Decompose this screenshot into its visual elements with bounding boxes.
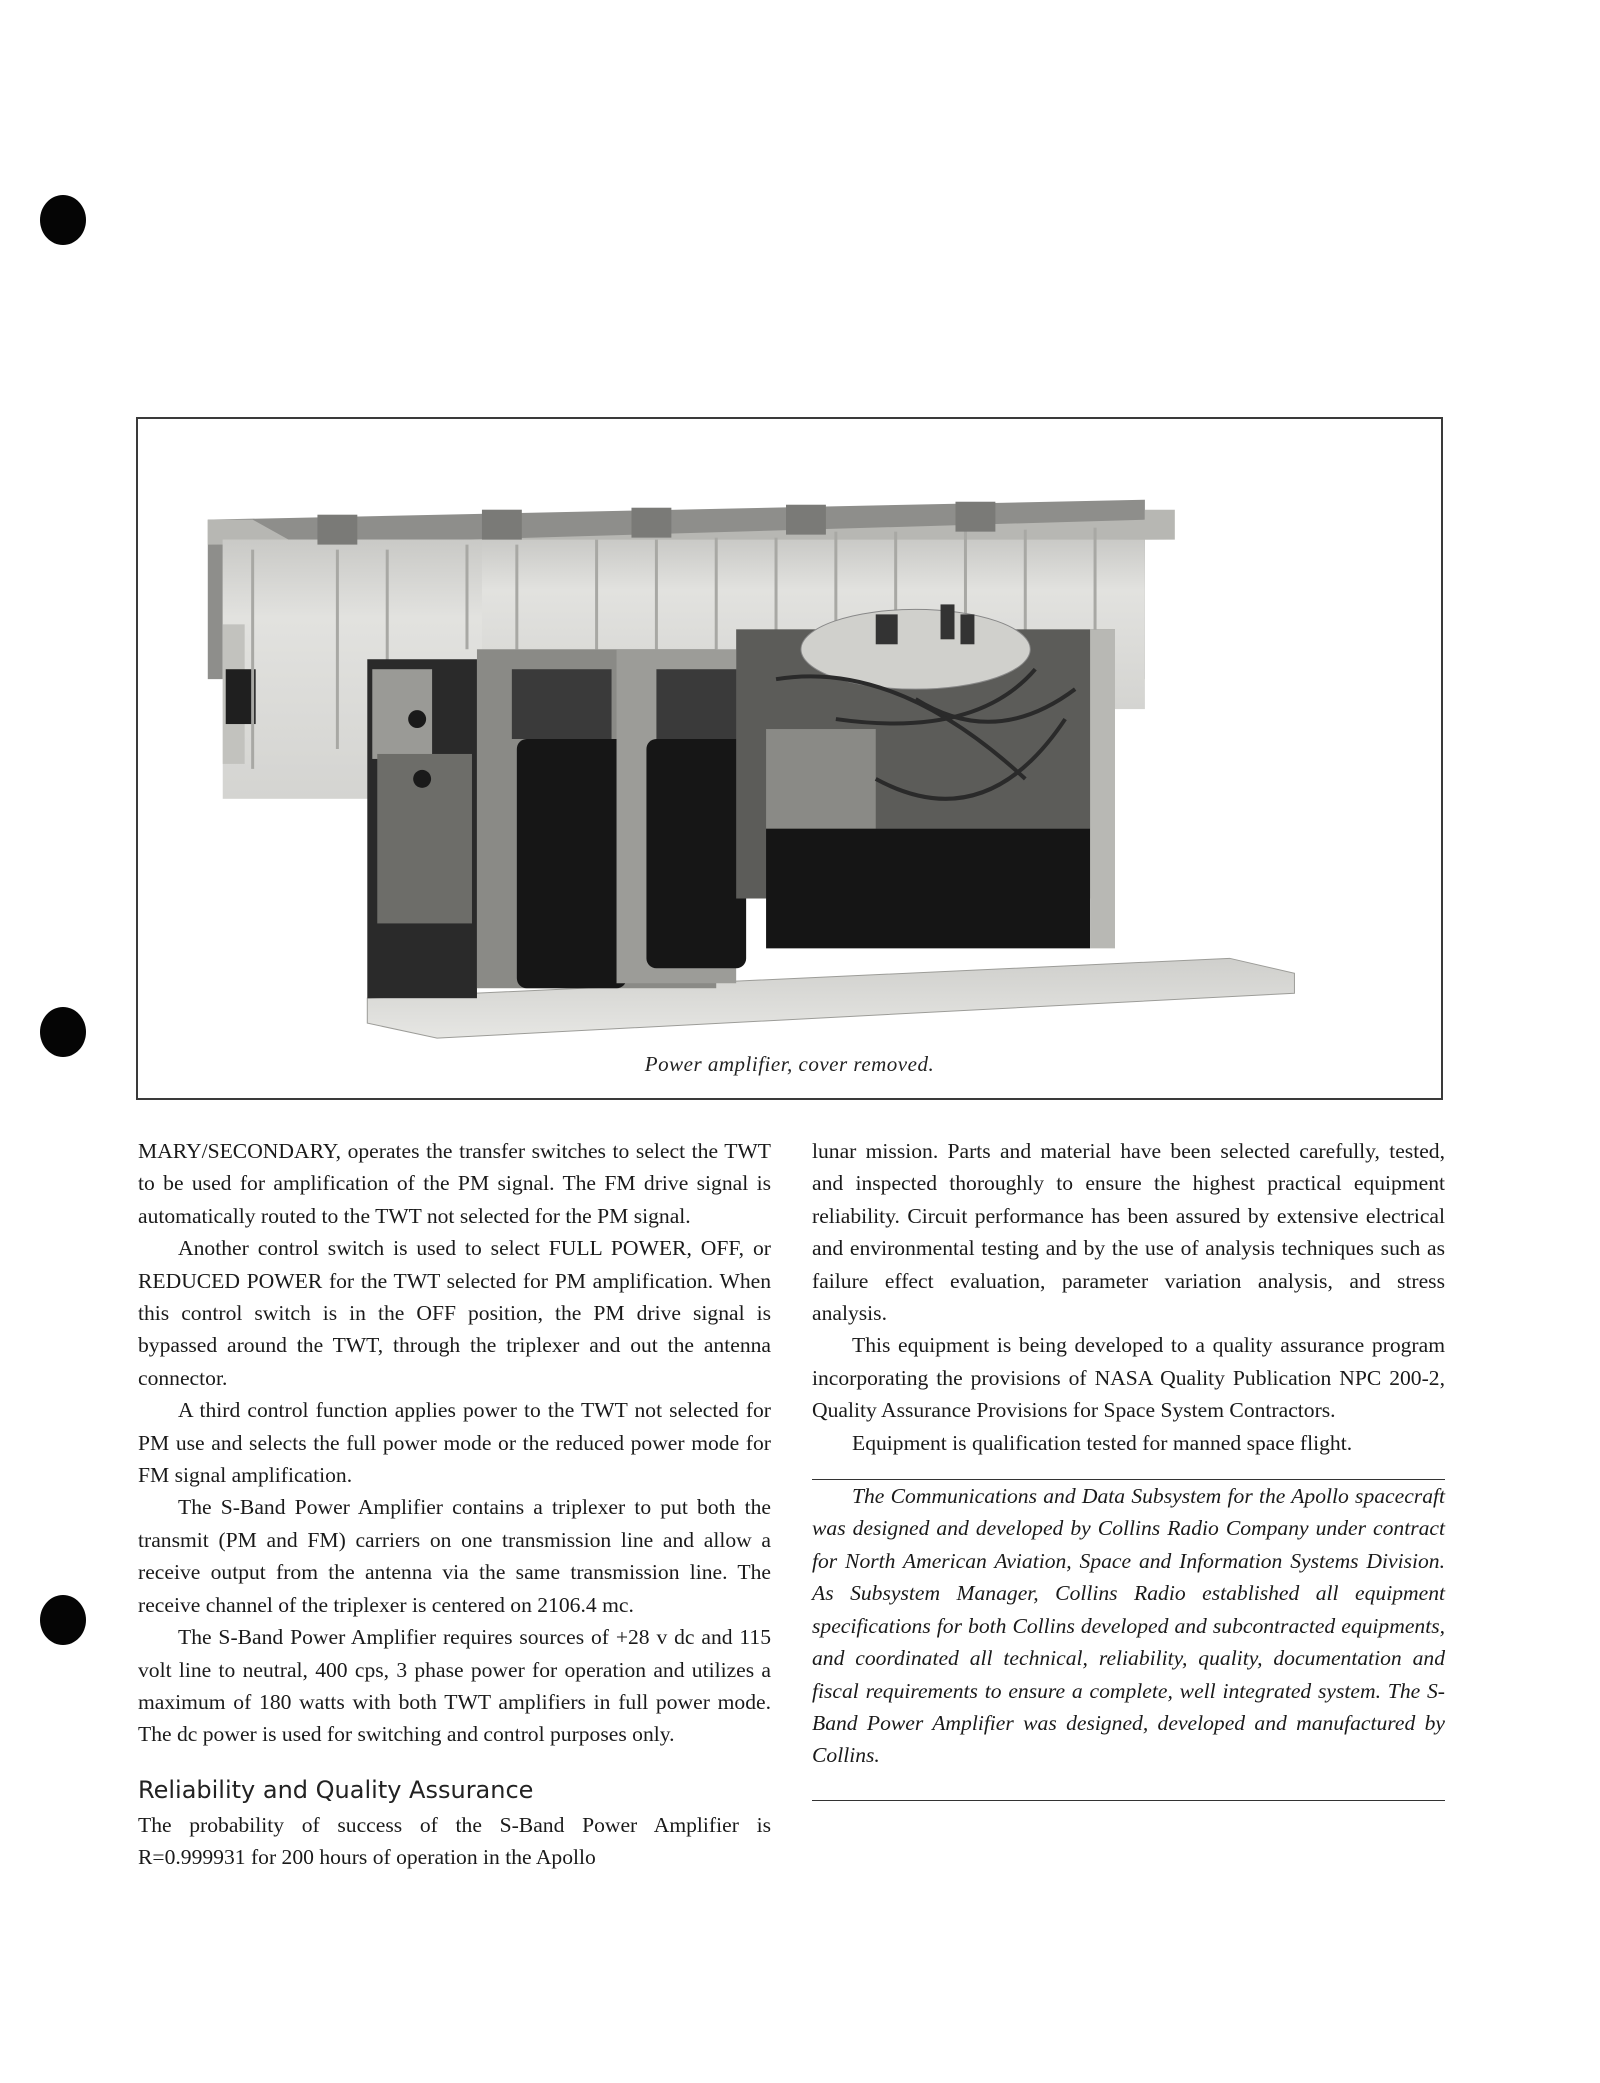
paragraph-lunar-mission: lunar mission. Parts and material have been selected carefully, tested, and inspected thoroughly to ensure the highest practical equipment reliability. Circuit performance has been assured by extensive electrical and environmental testing and by the use of analysis techniques such as failure effect evaluation, parameter variation analysis, and stress analysis. bbox=[812, 1139, 1445, 1326]
paragraph-quality-program: This equipment is being developed to a quality assurance program incorporating the provisions of NASA Quality Publication NPC 200-2, Quality Assurance Provisions for Space System Contractors. bbox=[812, 1333, 1445, 1423]
figure-caption: Power amplifier, cover removed. bbox=[644, 1052, 935, 1076]
paragraph-reliability: The probability of success of the S-Band Power Amplifier is R=0.999931 for 200 hours of operation in the Apollo bbox=[138, 1812, 771, 1870]
paragraph-triplexer: The S-Band Power Amplifier contains a triplexer to put both the transmit (PM and FM) carriers on one transmission line and allow a receive output from the antenna via the same transmission line. The receive channel of the triplexer is centered on 2106.4 mc. bbox=[138, 1495, 771, 1617]
collins-note: The Communications and Data Subsystem for the Apollo spacecraft was designed and developed by Collins Radio Company under contract for North American Aviation, Space and Information Systems Division. As Subsystem Manager, Collins Radio established all equipment specifications for both Collins developed and subcontracted equipments, and coordinated all technical, reliability, quality, documentation and fiscal requirements to ensure a complete, well integrated system. The S-Band Power Amplifier was designed, developed and manufactured by Collins. bbox=[812, 1484, 1445, 1768]
paragraph-third-control: A third control function applies power to the TWT not selected for PM use and selects the full power mode or the reduced power mode for FM signal amplification. bbox=[138, 1398, 771, 1488]
section-heading-reliability: Reliability and Quality Assurance bbox=[138, 1775, 534, 1804]
binder-hole-middle bbox=[40, 1007, 86, 1057]
binder-hole-top bbox=[40, 195, 86, 245]
left-column bbox=[138, 1135, 771, 1874]
paragraph-power-switch: Another control switch is used to select FULL POWER, OFF, or REDUCED POWER for the TWT selected for PM amplification. When this control switch is in the OFF position, the PM drive signal is bypassed around the TWT, through the triplexer and out the antenna connector. bbox=[138, 1236, 771, 1390]
figure-frame bbox=[136, 417, 1443, 1100]
paragraph-qualification: Equipment is qualification tested for manned space flight. bbox=[852, 1430, 1353, 1455]
paragraph-power-requirements: The S-Band Power Amplifier requires sources of +28 v dc and 115 volt line to neutral, 400 cps, 3 phase power for operation and utilizes a maximum of 180 watts with both TWT amplifiers in full power mode. The dc power is used for switching and control purposes only. bbox=[138, 1625, 771, 1747]
right-column bbox=[812, 1135, 1445, 1801]
paragraph-continued: MARY/SECONDARY, operates the transfer switches to select the TWT to be used for amplification of the PM signal. The FM drive signal is automatically routed to the TWT not selected for the PM signal. bbox=[138, 1139, 771, 1228]
binder-hole-bottom bbox=[40, 1595, 86, 1645]
chassis-modules bbox=[367, 604, 1115, 998]
power-amplifier-photo bbox=[138, 419, 1441, 1059]
divider-bottom bbox=[812, 1800, 1445, 1801]
